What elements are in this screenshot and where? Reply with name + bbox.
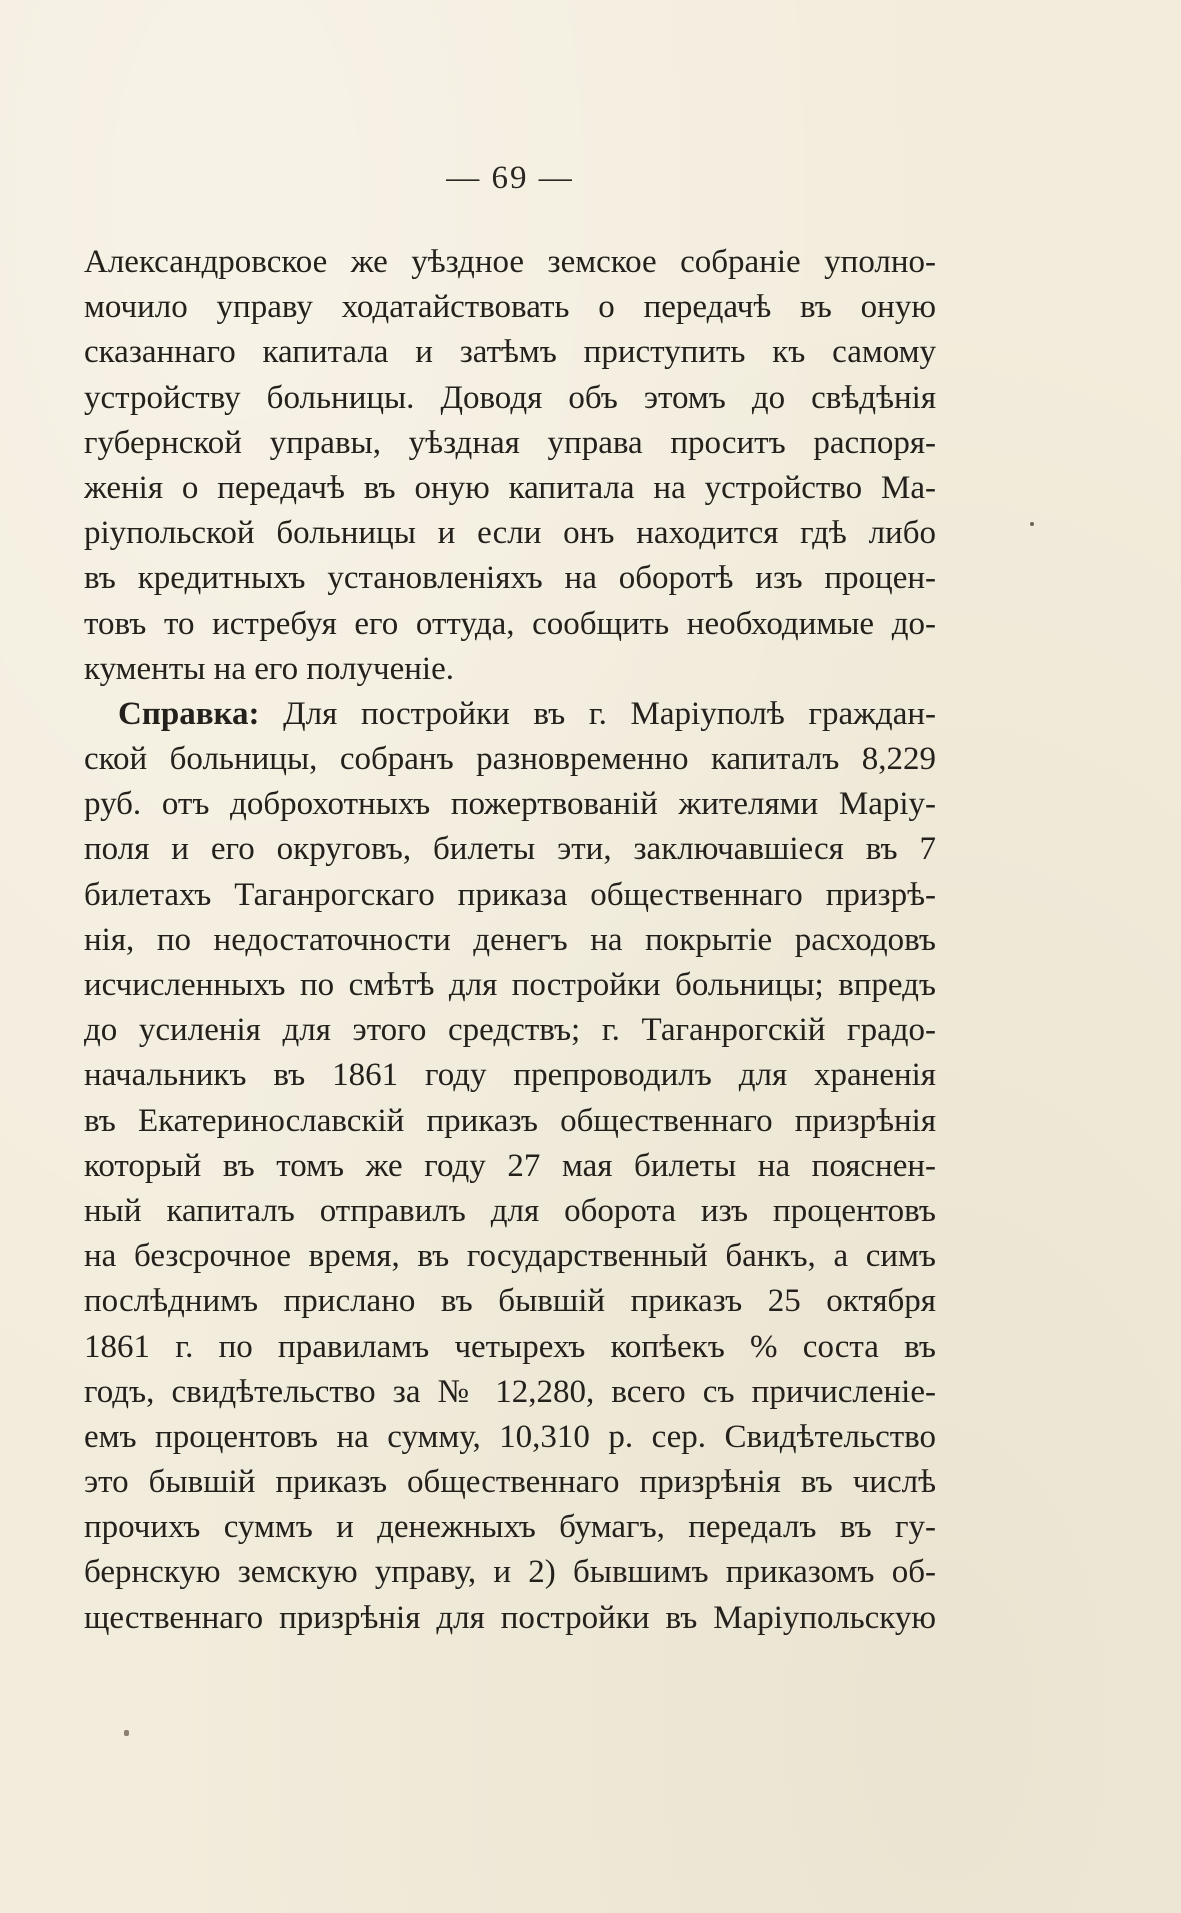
ink-speck	[124, 1730, 129, 1736]
text-line: въ кредитныхъ установленіяхъ на оборотѣ изъ процен-	[84, 560, 936, 597]
text-line: 1861 г. по правиламъ четырехъ копѣекъ % соста въ	[84, 1328, 936, 1365]
text-line: бернскую земскую управу, и 2) бывшимъ приказомъ об-	[84, 1554, 936, 1591]
text-line: на безсрочное время, въ государственный банкъ, а симъ	[84, 1238, 936, 1275]
ink-speck	[1030, 522, 1034, 526]
spravka-label: Справка:	[118, 695, 260, 732]
text-line: щественнаго призрѣнія для постройки въ Маріупольскую	[84, 1599, 936, 1636]
text-line: ный капиталъ отправилъ для оборота изъ процентовъ	[84, 1192, 936, 1229]
text-line: товъ то истребуя его оттуда, сообщить необходимые до-	[84, 605, 936, 642]
text-line: годъ, свидѣтельство за № 12,280, всего съ причисленіе-	[84, 1373, 936, 1410]
text-line: начальникъ въ 1861 году препроводилъ для храненія	[84, 1057, 936, 1094]
text-line: руб. отъ доброхотныхъ пожертвованій жителями Маріу-	[84, 786, 936, 823]
text-line: исчисленныхъ по смѣтѣ для постройки больницы; впредъ	[84, 967, 936, 1003]
text-line: который въ томъ же году 27 мая билеты на пояснен-	[84, 1147, 936, 1184]
spravka-line	[84, 692, 936, 737]
text-line: поля и его округовъ, билеты эти, заключавшіеся въ 7	[84, 831, 936, 868]
text-line: Александровское же уѣздное земское собраніе уполно-	[84, 244, 936, 280]
text-line: ріупольской больницы и если онъ находится гдѣ либо	[84, 515, 936, 552]
text-line: мочило управу ходатайствовать о передачѣ въ оную	[84, 289, 936, 326]
text-line: нія, по недостаточности денегъ на покрытіе расходовъ	[84, 921, 936, 958]
text-line: это бывшій приказъ общественнаго призрѣнія въ числѣ	[84, 1464, 936, 1501]
text-line: билетахъ Таганрогскаго приказа общественнаго призрѣ-	[84, 876, 936, 913]
text-line: женія о передачѣ въ оную капитала на устройство Ма-	[84, 469, 936, 506]
text-line: послѣднимъ прислано въ бывшій приказъ 25 октября	[84, 1283, 936, 1320]
body-text	[84, 240, 936, 1641]
text-line: устройству больницы. Доводя объ этомъ до свѣдѣнія	[84, 379, 936, 416]
text-line: сказаннаго капитала и затѣмъ приступить къ самому	[84, 334, 936, 371]
text-line: до усиленія для этого средствъ; г. Таганрогскій градо-	[84, 1012, 936, 1049]
text-line: кументы на его полученіе.	[84, 650, 454, 687]
text-line: губернской управы, уѣздная управа проситъ распоря-	[84, 424, 936, 461]
text-line: прочихъ суммъ и денежныхъ бумагъ, передалъ въ гу-	[84, 1509, 936, 1546]
page-number: — 69 —	[446, 160, 574, 196]
text-line: въ Екатеринославскій приказъ общественнаго призрѣнія	[84, 1102, 936, 1139]
text-line: емъ процентовъ на сумму, 10,310 р. сер. Свидѣтельство	[84, 1418, 936, 1455]
text-line: ской больницы, собранъ разновременно капиталъ 8,229	[84, 741, 936, 778]
spravka-line-text: Для постройки въ г. Маріуполѣ граждан-	[283, 695, 936, 732]
